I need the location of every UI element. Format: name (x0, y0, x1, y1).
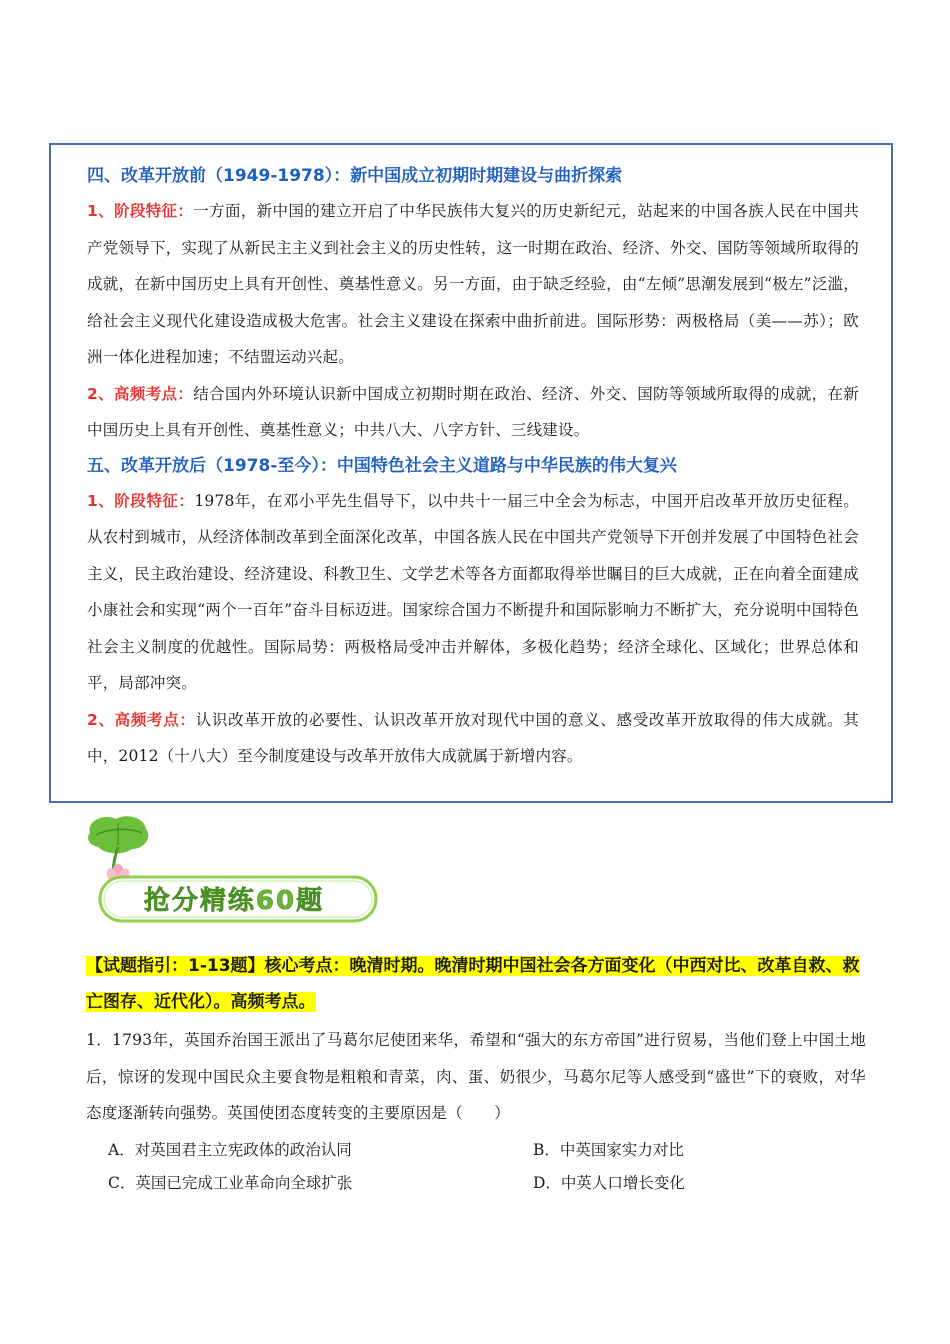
option-d: D．中英人口增长变化 (533, 1174, 685, 1192)
section4-points-text: 结合国内外环境认识新中国成立初期时期在政治、经济、外交、国防等领域所取得的成就，在新中国历史上具有开创性、奠基性意义；中共八大、八字方针、三线建设。 (87, 384, 859, 439)
section5-title: 五、改革开放后（1978-至今）：中国特色社会主义道路与中华民族的伟大复兴 (87, 455, 677, 476)
section5-points-text: 认识改革开放的必要性、认识改革开放对现代中国的意义、感受改革开放取得的伟大成就。其中，2012（十八大）至今制度建设与改革开放伟大成就属于新增内容。 (87, 710, 860, 765)
question-guide-text: 【试题指引：1-13题】核心考点：晚清时期。晚清时期中国社会各方面变化（中西对比、改革自救、救亡图存、近代化）。高频考点。 (86, 956, 860, 1012)
option-a: A．对英国君主立宪政体的政治认同 (108, 1141, 352, 1159)
option-b: B．中英国家实力对比 (533, 1141, 684, 1159)
question-1-stem: 1．1793年，英国乔治国王派出了马葛尔尼使团来华，希望和“强大的东方帝国”进行贸易，当他们登上中国土地后，惊讶的发现中国民众主要食物是粗粮和青菜，肉、蛋、奶很少，马葛尔尼等人感受到“盛世”下的衰败，对华态度逐渐转向强势。英国使团态度转变的主要原因是（ ） (86, 1031, 866, 1122)
section5-feature-label: 1、阶段特征： (87, 491, 195, 510)
question-1-options (108, 1134, 808, 1200)
section4-feature (87, 193, 859, 376)
section5-feature-text: 1978年，在邓小平先生倡导下，以中共十一届三中全会为标志，中国开启改革开放历史征程。从农村到城市，从经济体制改革到全面深化改革，中国各族人民在中国共产党领导下开创并发展了中国特色社会主义，民主政治建设、经济建设、科教卫生、文学艺术等各方面都取得举世瞩目的巨大成就，正在向着全面建成小康社会和实现“两个一百年”奋斗目标迈进。国家综合国力不断提升和国际影响力不断扩大，充分说明中国特色社会主义制度的优越性。国际局势：两极格局受冲击并解体，多极化趋势；经济全球化、区域化；世界总体和平，局部冲突。 (87, 491, 859, 692)
option-c: C．英国已完成工业革命向全球扩张 (108, 1174, 353, 1192)
section4-title: 四、改革开放前（1949-1978）：新中国成立初期时期建设与曲折探索 (87, 166, 623, 186)
section5-feature (87, 483, 859, 702)
banner-title: 抢分精练60题 (143, 886, 325, 916)
section5-points-label: 2、高频考点： (87, 710, 196, 729)
lotus-banner (84, 815, 384, 925)
section4-points-label: 2、高频考点： (87, 384, 194, 403)
section4-feature-text: 一方面，新中国的建立开启了中华民族伟大复兴的历史新纪元，站起来的中国各族人民在中国共产党领导下，实现了从新民主主义到社会主义的历史性转，这一时期在政治、经济、外交、国防等领域所取得的成就，在新中国历史上具有开创性、奠基性意义。另一方面，由于缺乏经验，由“左倾”思潮发展到“极左”泛滥，给社会主义现代化建设造成极大危害。社会主义建设在探索中曲折前进。国际形势：两极格局（美——苏）；欧洲一体化进程加速；不结盟运动兴起。 (87, 202, 859, 366)
section4-feature-label: 1、阶段特征： (87, 202, 194, 220)
section5-points (87, 702, 859, 775)
question-guide (86, 948, 866, 1020)
summary-box (49, 143, 893, 803)
section4-points (87, 376, 859, 449)
